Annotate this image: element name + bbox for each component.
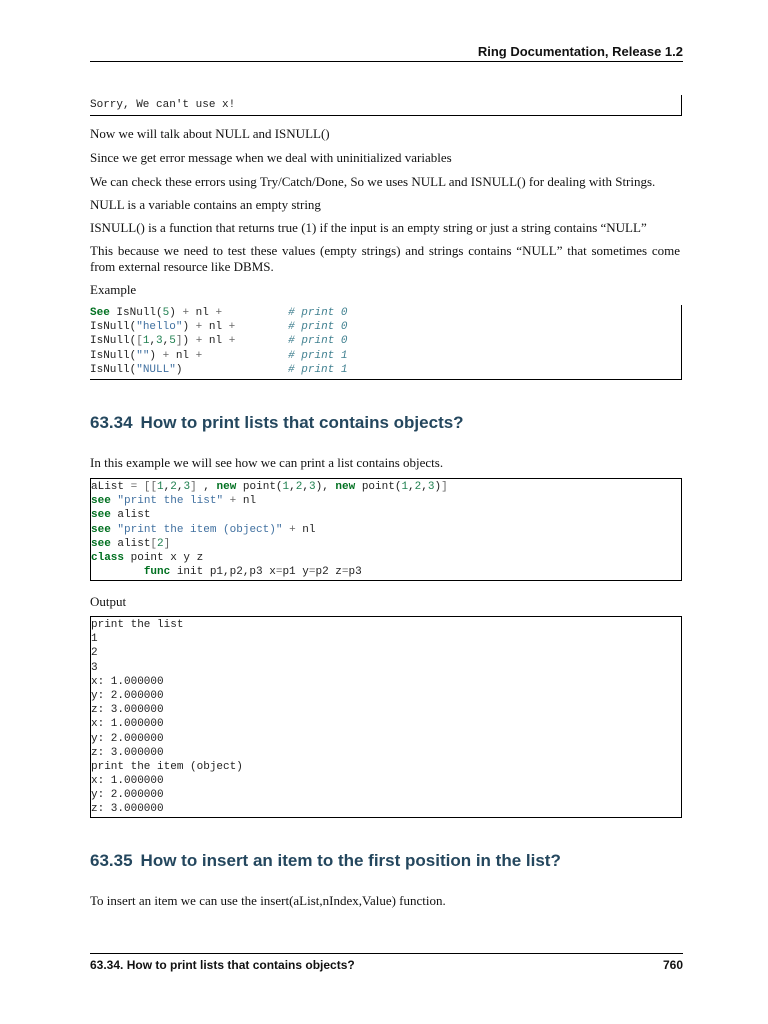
code-line: x: 1.000000 [91, 718, 164, 731]
code-line: see "print the list" + nl [91, 495, 257, 508]
code-line: 2 [91, 647, 98, 660]
paragraph: In this example we will see how we can print a list contains objects. [90, 455, 444, 470]
code-line: y: 2.000000 [91, 689, 164, 702]
code-line: y: 2.000000 [91, 732, 164, 745]
running-header: Ring Documentation, Release 1.2 [477, 44, 683, 59]
paragraph: We can check these errors using Try/Catch/Done, So we uses NULL and ISNULL() for dealing with Strings. [90, 174, 656, 189]
header-rule [90, 61, 683, 62]
code-line: see alist[2] [91, 537, 171, 550]
output-line: Sorry, We can't use x! [90, 99, 236, 111]
footer-rule [90, 953, 683, 954]
section-number: 63.34 [90, 413, 133, 432]
code-line: IsNull("NULL") # print 1 [90, 363, 348, 376]
paragraph: NULL is a variable contains an empty string [90, 197, 321, 212]
code-line: func init p1,p2,p3 x=p1 y=p2 z=p3 [143, 566, 362, 579]
list-output-block [90, 616, 682, 818]
code-line: class point x y z [91, 551, 204, 564]
code-line: z: 3.000000 [91, 746, 164, 759]
code-line: see alist [91, 509, 151, 522]
section-number: 63.35 [90, 851, 133, 870]
code-line: aList = [[1,2,3] , new point(1,2,3), new point(1,2,3)] [91, 481, 448, 493]
section-heading-63-35 [90, 851, 561, 871]
code-line: x: 1.000000 [91, 675, 164, 688]
code-line: 1 [91, 633, 98, 646]
paragraph: Now we will talk about NULL and ISNULL() [90, 126, 330, 141]
example-label: Example [90, 282, 137, 297]
code-line: See IsNull(5) + nl + # print 0 [90, 307, 348, 319]
code-line: print the item (object) [91, 760, 243, 773]
paragraph: This because we need to test these values (empty strings) and strings contains “NULL” that sometimes come from external resource like DBMS. [90, 243, 680, 274]
page-number: 760 [662, 958, 683, 972]
footer-section: 63.34. How to print lists that contains objects? [90, 958, 355, 972]
code-line: IsNull("hello") + nl + # print 0 [90, 321, 348, 334]
example-code-block [90, 305, 682, 380]
code-line: x: 1.000000 [91, 775, 164, 788]
code-line: z: 3.000000 [91, 803, 164, 816]
code-line: 3 [91, 661, 98, 674]
paragraph: Since we get error message when we deal with uninitialized variables [90, 150, 452, 165]
section-heading-63-34 [90, 413, 464, 433]
code-line: print the list [91, 619, 184, 631]
paragraph: ISNULL() is a function that returns true (1) if the input is an empty string or just a string contains “NULL” [90, 220, 647, 235]
paragraph: To insert an item we can use the insert(aList,nIndex,Value) function. [90, 893, 446, 908]
document-page [90, 0, 683, 1024]
section-title: How to insert an item to the first position in the list? [140, 851, 561, 870]
code-line: z: 3.000000 [91, 704, 164, 717]
list-code-block [90, 478, 682, 581]
output-block-top [90, 95, 682, 116]
code-line: see "print the item (object)" + nl [91, 523, 316, 536]
output-label: Output [90, 594, 127, 609]
code-line: IsNull([1,3,5]) + nl + # print 0 [90, 335, 348, 348]
section-title: How to print lists that contains objects? [140, 413, 464, 432]
code-line: IsNull("") + nl + # print 1 [90, 349, 348, 362]
code-line: y: 2.000000 [91, 789, 164, 802]
